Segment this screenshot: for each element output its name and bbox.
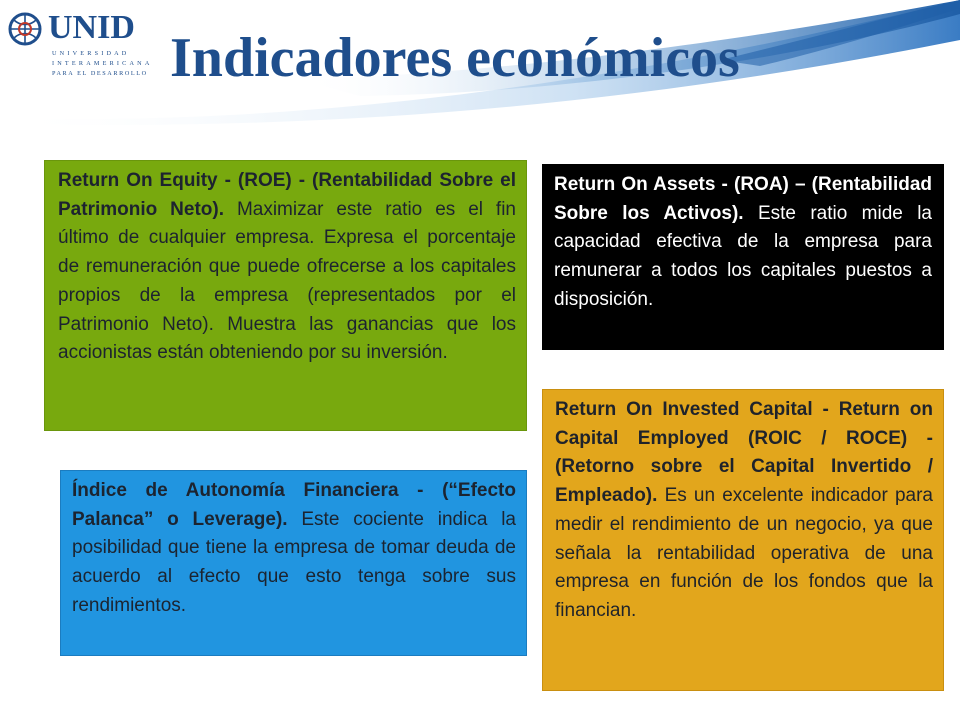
logo-line-3: PARA EL DESARROLLO (52, 70, 148, 77)
roic-body: Es un excelente indicador para medir el rendimiento de un negocio, ya que señala la rentabilidad operativa de una empresa en función de los fondos que la financian. (555, 485, 933, 621)
roe-box (44, 160, 527, 431)
roa-heading: Return On Assets - (ROA) – (Rentabilidad Sobre los Activos). (554, 174, 932, 224)
globe-icon (8, 12, 42, 46)
roe-body: Maximizar este ratio es el fin último de cualquier empresa. Expresa el porcentaje de remuneración que puede ofrecerse a los capitales propios de la empresa (representados por el Patrimonio Neto). Muestra las ganancias que los accionistas están obteniendo por su inversión. (58, 198, 516, 364)
roic-box (542, 389, 944, 691)
unid-logo (8, 8, 158, 78)
page-title: Indicadores económicos (170, 27, 740, 89)
apalancamiento-body: Este cociente indica la posibilidad que tiene la empresa de tomar deuda de acuerdo al efecto que esto tenga sobre sus rendimientos. (72, 508, 516, 616)
roe-heading: Return On Equity - (ROE) - (Rentabilidad Sobre el Patrimonio Neto). (58, 170, 516, 220)
apalancamiento-heading: Índice de Autonomía Financiera - (“Efecto Palanca” o Leverage). (72, 480, 516, 530)
logo-name: UNID (48, 9, 135, 46)
roic-heading: Return On Invested Capital - Return on Capital Employed (ROIC / ROCE) - (Retorno sobre el Capital Invertido / Empleado). (555, 399, 933, 507)
logo-line-1: UNIVERSIDAD (52, 50, 130, 57)
apalancamiento-box (60, 470, 527, 656)
roa-body: Este ratio mide la capacidad efectiva de la empresa para remunerar a todos los capitales puestos a disposición. (554, 202, 932, 310)
logo-line-2: INTERAMERICANA (52, 60, 153, 67)
roa-box (542, 164, 944, 350)
